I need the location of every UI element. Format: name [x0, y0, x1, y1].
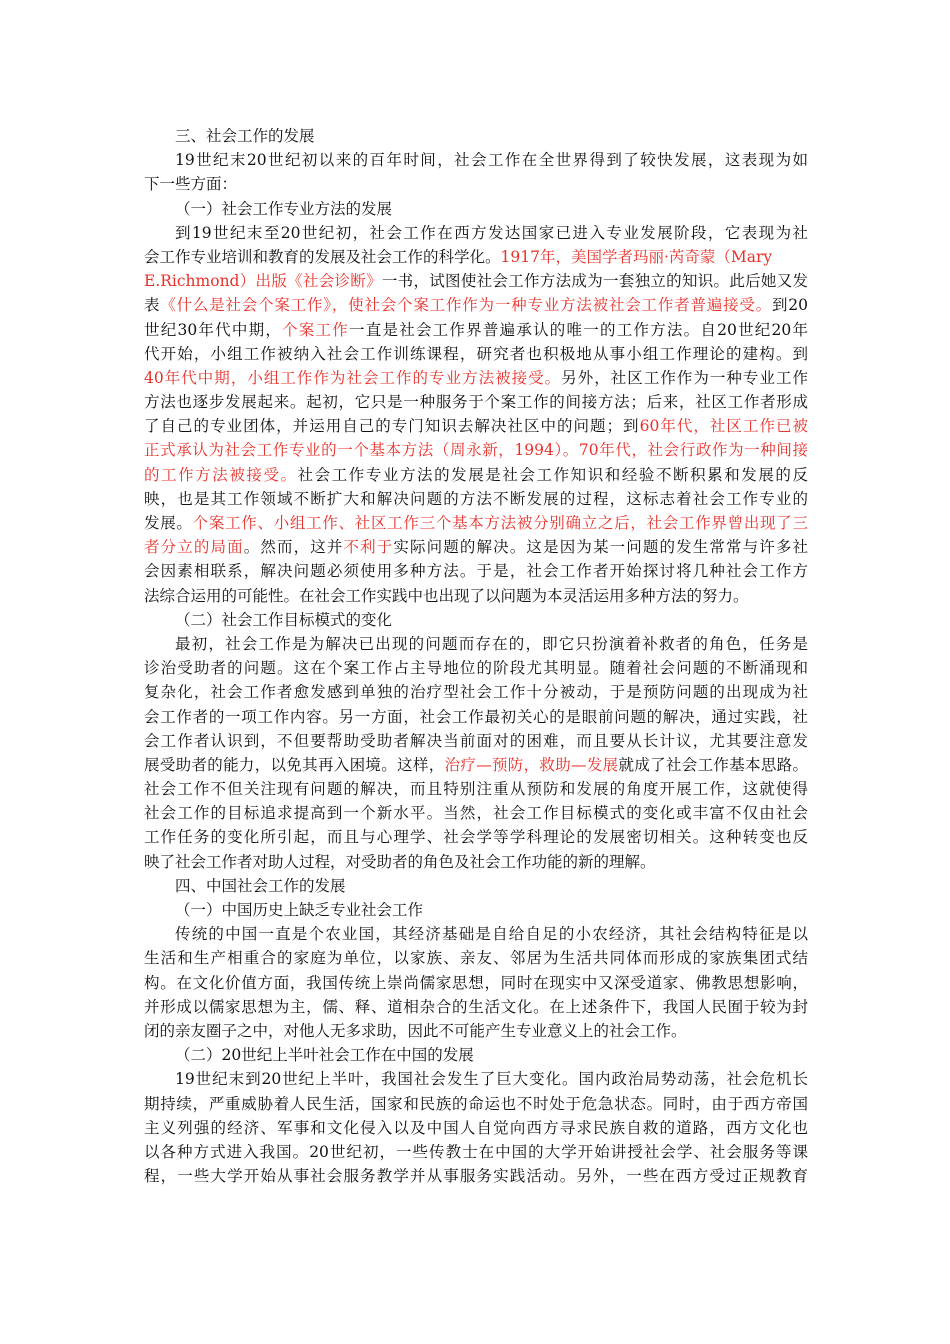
text-line	[144, 729, 808, 753]
highlighted-text: E.Richmond）出版《社会诊断》	[144, 272, 382, 291]
text-segment: 社会工作专业方法的发展是社会工作知识和经验不断积累和发展的反	[297, 465, 808, 484]
highlighted-text: 1917年，美国学者玛丽·芮奇蒙（Mary	[500, 247, 773, 266]
text-line	[144, 1019, 808, 1043]
text-segment: 法综合运用的可能性。在社会工作实践中也出现了以问题为本灵活运用多种方法的努力。	[144, 586, 749, 605]
document-body	[144, 124, 808, 1188]
text-segment: 世纪30年代中期，	[144, 320, 283, 339]
text-segment: 三、社会工作的发展	[175, 127, 315, 145]
text-segment: 以各种方式进入我国。20世纪初，一些传教士在中国的大学开始讲授社会学、社会服务等课	[144, 1142, 808, 1161]
text-line	[144, 1140, 808, 1164]
text-line	[144, 366, 808, 390]
highlighted-text: 不利于	[343, 538, 394, 557]
text-segment: 生活和生产相重合的家庭为单位，以家族、亲友、邻居为生活共同体而形成的家族集团式结	[144, 949, 808, 968]
text-line	[144, 559, 808, 583]
text-segment: 一直是社会工作界普遍承认的唯一的工作方法。自20世纪20年	[349, 320, 808, 339]
text-segment: 会工作者认识到，不但要帮助受助者解决当前面对的困难，而且要从长计议，尤其要注意发	[144, 731, 808, 750]
text-line	[144, 197, 808, 221]
text-line	[144, 148, 808, 172]
text-line	[144, 584, 808, 608]
text-segment: 发展。	[144, 514, 193, 532]
text-line	[144, 245, 808, 269]
text-line	[144, 342, 808, 366]
text-segment: 到20	[771, 296, 808, 315]
text-line	[144, 777, 808, 801]
highlighted-text: 个案工作	[282, 320, 350, 339]
text-segment: 就成了社会工作基本思路。	[618, 755, 808, 774]
text-segment: 社会工作不但关注现有问题的解决，而且特别注重从预防和发展的角度开展工作，这就使得	[144, 780, 808, 799]
text-segment: 复杂化，社会工作者愈发感到单独的治疗型社会工作十分被动，于是预防问题的出现成为社	[144, 683, 808, 702]
text-segment: 展受助者的能力，以免其再入困境。这样，	[144, 755, 445, 774]
text-segment: 四、中国社会工作的发展	[175, 876, 346, 895]
text-segment: 方法也逐步发展起来。起初，它只是一种服务于个案工作的间接方法；后来，社区工作者形成	[144, 393, 808, 412]
text-line	[144, 1164, 808, 1188]
text-segment: 一书，试图使社会工作方法成为一套独立的知识。此后她又发	[381, 272, 808, 291]
text-segment: （一）社会工作专业方法的发展	[175, 199, 393, 218]
highlighted-text: 个案工作、小组工作、社区工作三个基本方法被分别确立之后，社会工作界曾出现了三	[192, 514, 808, 532]
highlighted-text: 正式承认为社会工作专业的一个基本方法（周永新，1994）。70年代，社会行政作为一种间接	[144, 441, 808, 460]
text-line	[144, 874, 808, 898]
text-segment: （二）社会工作目标模式的变化	[175, 610, 393, 629]
text-line	[144, 535, 808, 559]
text-line	[144, 390, 808, 414]
text-segment: 实际问题的解决。这是因为某一问题的发生常常与许多社	[393, 538, 808, 557]
highlighted-text: 40年代中期，小组工作作为社会工作的专业方法被接受。	[144, 368, 562, 387]
text-segment: 会因素相联系，解决问题必须使用多种方法。于是，社会工作者开始探讨将几种社会工作方	[144, 562, 808, 581]
text-segment: 程，一些大学开始从事社会服务教学并从事服务实践活动。另外，一些在西方受过正规教育	[144, 1167, 808, 1186]
highlighted-text: 《什么是社会个案工作》，使社会个案工作作为一种专业方法被社会工作者普遍接受。	[160, 296, 772, 315]
text-line	[144, 705, 808, 729]
text-segment: 主义列强的经济、军事和文化侵入以及中国人自觉向西方寻求民族自救的道路，西方文化也	[144, 1118, 808, 1137]
text-segment: 另外，社区工作作为一种专业工作	[561, 368, 808, 387]
text-line	[144, 1043, 808, 1067]
text-line	[144, 946, 808, 970]
text-line	[144, 1116, 808, 1140]
text-segment: 下一些方面：	[144, 175, 238, 194]
text-line	[144, 487, 808, 511]
text-segment: （二）20世纪上半叶社会工作在中国的发展	[175, 1046, 474, 1065]
text-line	[144, 124, 808, 148]
text-line	[144, 318, 808, 342]
text-segment: 表	[144, 296, 161, 315]
text-line	[144, 971, 808, 995]
text-line	[144, 898, 808, 922]
text-line	[144, 825, 808, 849]
text-segment: 构。在文化价值方面，我国传统上崇尚儒家思想，同时在现实中又深受道家、佛教思想影响，	[144, 973, 808, 992]
text-line	[144, 632, 808, 656]
text-line	[144, 463, 808, 487]
text-line	[144, 414, 808, 438]
text-line	[144, 221, 808, 245]
text-segment: 社会工作的目标追求提高到一个新水平。当然，社会工作目标模式的变化或丰富不仅由社会	[144, 804, 808, 823]
text-segment: 。然而，这并	[243, 538, 344, 557]
text-segment: 最初，社会工作是为解决已出现的问题而存在的，即它只扮演着补救者的角色，任务是	[175, 634, 808, 653]
text-segment: 诊治受助者的问题。这在个案工作占主导地位的阶段尤其明显。随着社会问题的不断涌现和	[144, 659, 808, 678]
text-line	[144, 1092, 808, 1116]
text-segment: 期持续，严重威胁着人民生活，国家和民族的命运也不时处于危急状态。同时，由于西方帝国	[144, 1094, 808, 1113]
text-segment: 19世纪末到20世纪上半叶，我国社会发生了巨大变化。国内政治局势动荡，社会危机长	[175, 1070, 808, 1089]
highlighted-text: 60年代，社区工作已被	[639, 417, 808, 436]
text-segment: 映，也是其工作领域不断扩大和解决问题的方法不断发展的过程，这标志着社会工作专业的	[144, 489, 808, 508]
text-segment: 会工作专业培训和教育的发展及社会工作的科学化。	[144, 247, 501, 266]
highlighted-text: 者分立的局面	[144, 538, 244, 557]
text-line	[144, 172, 808, 196]
text-segment: 闭的亲友圈子之中，对他人无多求助，因此不可能产生专业意义上的社会工作。	[144, 1021, 687, 1040]
text-line	[144, 680, 808, 704]
text-line	[144, 608, 808, 632]
text-segment: 会工作者的一项工作内容。另一方面，社会工作最初关心的是眼前问题的解决，通过实践，社	[144, 707, 808, 726]
text-line	[144, 438, 808, 462]
text-line	[144, 269, 808, 293]
text-line	[144, 801, 808, 825]
text-segment: （一）中国历史上缺乏专业社会工作	[175, 901, 424, 919]
text-line	[144, 1067, 808, 1091]
text-segment: 工作任务的变化所引起，而且与心理学、社会学等学科理论的发展密切相关。这种转变也反	[144, 828, 808, 847]
text-segment: 并形成以儒家思想为主，儒、释、道相杂合的生活文化。在上述条件下，我国人民囿于较为封	[144, 997, 808, 1016]
text-line	[144, 850, 808, 874]
highlighted-text: 治疗—预防，救助—发展	[444, 755, 619, 774]
text-segment: 代开始，小组工作被纳入社会工作训练课程，研究者也积极地从事小组工作理论的建构。到	[144, 344, 808, 363]
text-line	[144, 293, 808, 317]
text-segment: 到19世纪末至20世纪初，社会工作在西方发达国家已进入专业发展阶段，它表现为社	[175, 223, 808, 242]
text-segment: 19世纪末20世纪初以来的百年时间，社会工作在全世界得到了较快发展，这表现为如	[175, 151, 808, 170]
text-line	[144, 656, 808, 680]
highlighted-text: 的工作方法被接受。	[144, 465, 298, 484]
text-line	[144, 922, 808, 946]
text-segment: 传统的中国一直是个农业国，其经济基础是自给自足的小农经济，其社会结构特征是以	[175, 925, 808, 944]
text-line	[144, 753, 808, 777]
text-line	[144, 511, 808, 535]
text-segment: 映了社会工作者对助人过程，对受助者的角色及社会工作功能的新的理解。	[144, 852, 656, 871]
text-line	[144, 995, 808, 1019]
text-segment: 了自己的专业团体，并运用自己的专门知识去解决社区中的问题；到	[144, 417, 640, 436]
